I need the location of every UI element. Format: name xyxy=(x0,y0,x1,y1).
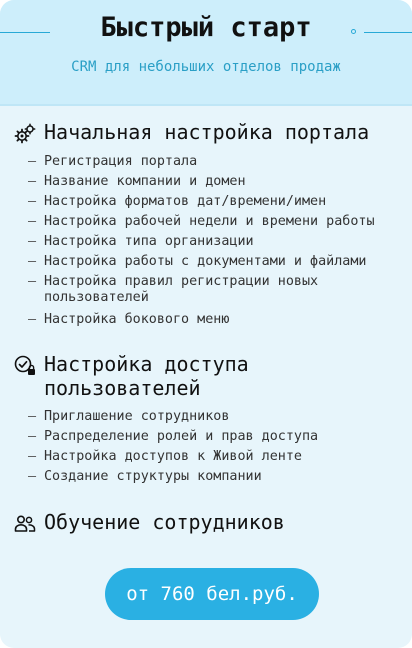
list-item: – Создание структуры компании xyxy=(14,467,318,487)
users-icon xyxy=(14,513,36,535)
card-subtitle: CRM для небольших отделов продаж xyxy=(71,59,341,75)
section-user-access xyxy=(14,352,318,487)
list-item: – Приглашение сотрудников xyxy=(14,407,318,427)
list-item: – Регистрация портала xyxy=(14,152,384,172)
section-title: Обучение сотрудников xyxy=(44,510,285,534)
list-item: – Настройка доступов к Живой ленте xyxy=(14,447,318,467)
settings-gears-icon xyxy=(14,123,36,145)
list-item: – Настройка рабочей недели и времени работы xyxy=(14,212,384,232)
card-header xyxy=(0,0,412,106)
section-item-list xyxy=(14,152,384,330)
section-item-list xyxy=(14,407,318,487)
list-item: – Настройка работы с документами и файлами xyxy=(14,252,384,272)
card-title: Быстрый старт xyxy=(100,12,312,43)
list-item: – Распределение ролей и прав доступа xyxy=(14,427,318,447)
price-button[interactable]: от 760 бел.руб. xyxy=(105,568,319,620)
list-item: – Название компании и домен xyxy=(14,172,384,192)
list-item: – Настройка бокового меню xyxy=(14,310,384,330)
list-item: – Настройка форматов дат/времени/имен xyxy=(14,192,384,212)
section-employee-training xyxy=(14,510,285,535)
user-lock-icon xyxy=(14,355,36,377)
section-portal-setup xyxy=(14,120,384,330)
section-title: Начальная настройка портала xyxy=(44,120,370,144)
list-item: – Настройка правил регистрации новых пользователей xyxy=(14,274,384,306)
list-item: – Настройка типа организации xyxy=(14,232,384,252)
section-title: Настройка доступа пользователей xyxy=(44,352,249,400)
